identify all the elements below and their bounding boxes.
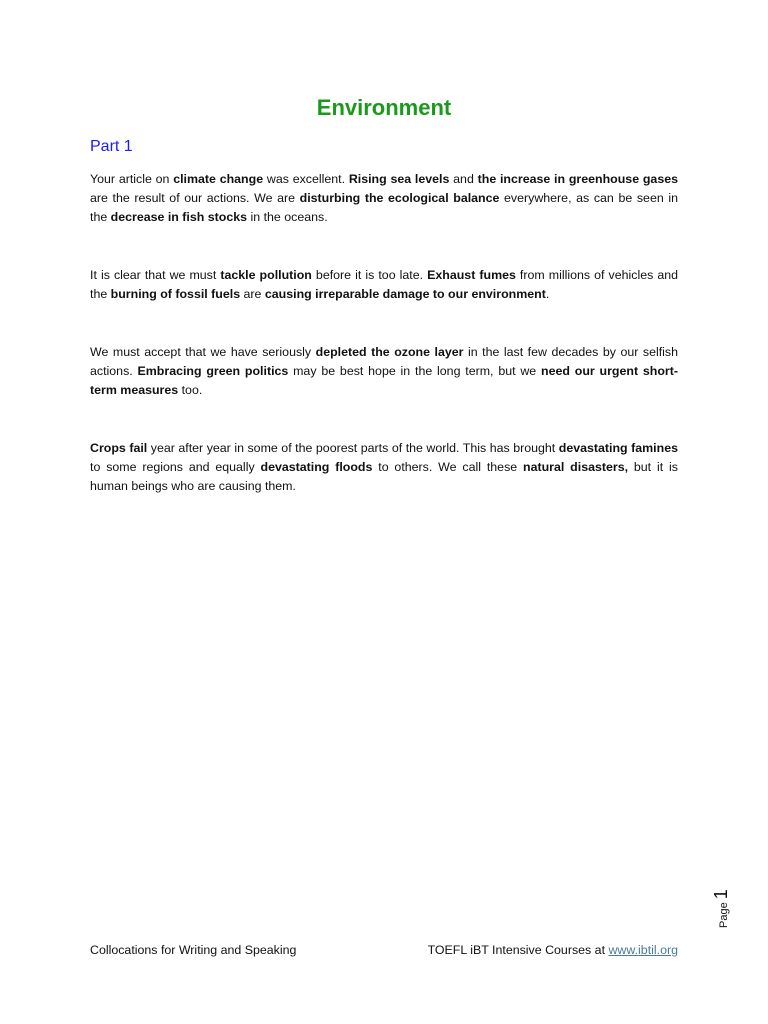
footer-website-link[interactable]: www.ibtil.org [608, 943, 678, 957]
collocation-term: natural disasters, [523, 460, 629, 474]
paragraph-text: may be best hope in the long term, but we [288, 364, 542, 378]
collocation-term: burning of fossil fuels [110, 287, 241, 301]
paragraph-text: but it is human beings who are causing them. [90, 460, 678, 493]
paragraph-text: everywhere, as can be seen in the [90, 191, 678, 224]
paragraph-3 [90, 343, 678, 400]
paragraph-text: . [545, 287, 550, 301]
paragraph-text: before it is too late. [311, 268, 428, 282]
collocation-term: Rising sea levels [348, 172, 450, 186]
paragraph-text: was excellent. [263, 172, 349, 186]
page-number: 1 [711, 889, 731, 900]
collocation-term: disturbing the ecological balance [299, 191, 500, 205]
collocation-term: decrease in fish stocks [110, 210, 248, 224]
collocation-term: Exhaust fumes [427, 268, 516, 282]
collocation-term: devastating floods [260, 460, 373, 474]
collocation-term: depleted the ozone layer [315, 345, 464, 359]
paragraph-text: too. [178, 383, 203, 397]
paragraph-text: are the result of our actions. We are [90, 191, 300, 205]
paragraph-text: It is clear that we must [90, 268, 221, 282]
page-title: Environment [316, 95, 452, 120]
collocation-term: climate change [173, 172, 264, 186]
paragraph-text: are [240, 287, 265, 301]
paragraph-text: to others. We call these [372, 460, 524, 474]
collocation-term: causing irreparable damage to our environment [264, 287, 546, 301]
collocation-term: tackle pollution [220, 268, 312, 282]
paragraph-text: to some regions and equally [90, 460, 261, 474]
paragraph-1 [90, 170, 678, 227]
paragraph-text: in the oceans. [247, 210, 328, 224]
collocation-term: need our urgent short-term measures [90, 364, 678, 397]
footer-course-info [428, 943, 678, 957]
paragraph-text: Your article on [90, 172, 174, 186]
paragraph-text: in the last few decades by our selfish actions. [90, 345, 678, 378]
collocation-term: the increase in greenhouse gases [477, 172, 678, 186]
part-heading: Part 1 [90, 138, 133, 155]
paragraph-text: and [449, 172, 478, 186]
footer-course-text: TOEFL iBT Intensive Courses at [427, 943, 609, 957]
collocation-term: devastating famines [558, 441, 678, 455]
paragraph-2 [90, 266, 678, 304]
page-number-marker [711, 884, 735, 928]
paragraph-text: year after year in some of the poorest parts of the world. This has brought [147, 441, 559, 455]
collocation-term: Embracing green politics [137, 364, 289, 378]
paragraph-text: We must accept that we have seriously [90, 345, 316, 359]
page-label: Page [718, 902, 730, 928]
footer-book-title: Collocations for Writing and Speaking [90, 943, 297, 957]
collocation-term: Crops fail [90, 441, 148, 455]
paragraph-4 [90, 439, 678, 496]
paragraph-text: from millions of vehicles and the [90, 268, 679, 301]
